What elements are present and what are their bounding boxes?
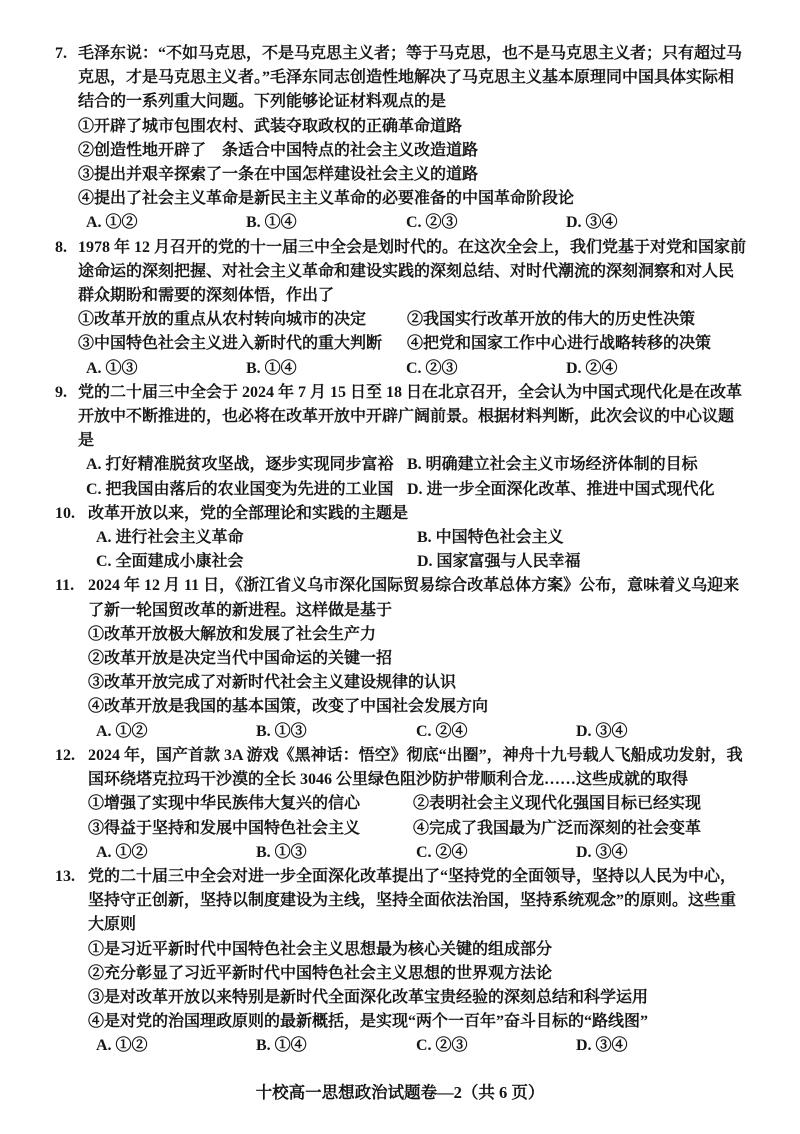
question-7-item-2: ②创造性地开辟了 条适合中国特点的社会主义改造道路	[78, 141, 479, 159]
question-9-option-a: A. 打好精准脱贫攻坚战，逐步实现同步富裕	[86, 456, 394, 474]
question-11-option-a: A. ①②	[96, 722, 148, 740]
question-10	[0, 502, 800, 575]
question-9-number: 9.	[55, 383, 67, 401]
question-13-option-a: A. ①②	[96, 1037, 148, 1055]
question-11-item-3: ③改革开放完成了对新时代社会主义建设规律的认识	[88, 674, 457, 692]
question-9-options-row-1	[78, 453, 748, 477]
question-7-item-3: ③提出并艰辛探索了一条在中国怎样建设社会主义的道路	[78, 166, 479, 184]
question-7-item-1: ①开辟了城市包围农村、武装夺取政权的正确革命道路	[78, 117, 463, 135]
question-9-options-row-2	[78, 478, 748, 502]
question-11-number: 11.	[55, 577, 75, 595]
question-7-item-4: ④提出了社会主义革命是新民主主义革命的必要准备的中国革命阶段论	[78, 190, 575, 208]
question-8-option-c: C. ②③	[406, 359, 458, 377]
question-9-option-b: B. 明确建立社会主义市场经济体制的目标	[407, 456, 698, 474]
question-12-options	[88, 841, 748, 865]
question-11-item-4: ④改革开放是我国的基本国策，改变了中国社会发展方向	[88, 698, 489, 716]
question-8-option-b: B. ①④	[246, 359, 297, 377]
question-11-option-c: C. ②④	[416, 722, 468, 740]
question-13-item-2: ②充分彰显了习近平新时代中国特色社会主义思想的世界观方法论	[88, 964, 553, 982]
question-8-item-4: ④把党和国家工作中心进行战略转移的决策	[407, 335, 712, 353]
question-8	[0, 236, 800, 381]
question-12-items-row-2	[88, 817, 748, 841]
question-11-item-1: ①改革开放极大解放和发展了社会生产力	[88, 625, 377, 643]
question-11-option-b: B. ①③	[256, 722, 307, 740]
question-13-number: 13.	[55, 867, 75, 885]
question-9-option-d: D. 进一步全面深化改革、推进中国式现代化	[407, 480, 715, 498]
question-7-option-a: A. ①②	[86, 214, 138, 232]
question-9	[0, 381, 800, 502]
question-10-option-a: A. 进行社会主义革命	[96, 529, 244, 547]
question-12	[0, 744, 800, 865]
question-8-number: 8.	[55, 238, 67, 256]
question-12-item-3: ③得益于坚持和发展中国特色社会主义	[88, 819, 361, 837]
question-7-option-d: D. ③④	[566, 214, 618, 232]
question-13-stem: 党的二十届三中全会对进一步全面深化改革提出了“坚持党的全面领导，坚持以人民为中心，坚持守正创新，坚持以制度建设为主线，坚持全面依法治国，坚持系统观念”的原则。这些重大原则	[88, 867, 737, 934]
question-8-items-row-1	[78, 308, 748, 332]
question-12-option-b: B. ①③	[256, 843, 307, 861]
question-13-item-4: ④是对党的治国理政原则的最新概括，是实现“两个一百年”奋斗目标的“路线图”	[88, 1013, 649, 1031]
page-footer: 十校高一思想政治试题卷—2（共 6 页）	[255, 1082, 545, 1102]
question-8-option-a: A. ①③	[86, 359, 138, 377]
question-10-options-row-2	[88, 550, 748, 574]
question-8-stem: 1978 年 12 月召开的党的十一届三中全会是划时代的。在这次全会上，我们党基于对党和国家前途命运的深刻把握、对社会主义革命和建设实践的深刻总结、对时代潮流的深刻洞察和对人民群众期盼和需要的深刻体悟，作出了	[78, 238, 747, 305]
question-7-option-b: B. ①④	[246, 214, 297, 232]
question-12-item-4: ④完成了我国最为广泛而深刻的社会变革	[413, 819, 702, 837]
question-8-item-2: ②我国实行改革开放的伟大的历史性决策	[407, 311, 696, 329]
question-7-number: 7.	[55, 45, 67, 62]
question-12-option-c: C. ②④	[416, 843, 468, 861]
question-10-options-row-1	[88, 526, 748, 550]
question-7-option-c: C. ②③	[406, 214, 458, 232]
question-12-stem: 2024 年，国产首款 3A 游戏《黑神话：悟空》彻底“出圈”，神舟十九号载人飞船成功发射，我国环绕塔克拉玛干沙漠的全长 3046 公里绿色阻沙防护带顺利合龙……这些成就的取得	[88, 746, 743, 789]
question-9-option-c: C. 把我国由落后的农业国变为先进的工业国	[86, 480, 394, 498]
question-13-option-d: D. ③④	[576, 1037, 628, 1055]
question-11-option-d: D. ③④	[576, 722, 628, 740]
question-11-stem: 2024 年 12 月 11 日，《浙江省义乌市深化国际贸易综合改革总体方案》公布，意味着义乌迎来了新一轮国贸改革的新进程。这样做是基于	[88, 577, 740, 619]
question-11-item-2: ②改革开放是决定当代中国命运的关键一招	[88, 650, 393, 668]
question-12-items-row-1	[88, 792, 748, 816]
question-8-item-1: ①改革开放的重点从农村转向城市的决定	[78, 311, 367, 329]
question-13	[0, 865, 800, 1059]
question-13-options	[88, 1034, 748, 1058]
question-13-option-b: B. ①④	[256, 1037, 307, 1055]
question-13-option-c: C. ②③	[416, 1037, 468, 1055]
question-10-option-b: B. 中国特色社会主义	[417, 529, 564, 547]
question-13-item-1: ①是习近平新时代中国特色社会主义思想最为核心关键的组成部分	[88, 940, 553, 958]
question-8-item-3: ③中国特色社会主义进入新时代的重大判断	[78, 335, 383, 353]
question-13-item-3: ③是对改革开放以来特别是新时代全面深化改革宝贵经验的深刻总结和科学运用	[88, 988, 649, 1006]
question-10-option-c: C. 全面建成小康社会	[96, 553, 244, 571]
question-7-stem: 毛泽东说：“不如马克思，不是马克思主义者；等于马克思，也不是马克思主义者；只有超过马克思，才是马克思主义者。”毛泽东同志创造性地解决了马克思主义基本原理同中国具体实际相结合的一系列重大问题。下列能够论证材料观点的是	[78, 45, 743, 111]
question-12-option-a: A. ①②	[96, 843, 148, 861]
question-11	[0, 574, 800, 743]
question-7-options	[78, 211, 748, 235]
question-12-item-1: ①增强了实现中华民族伟大复兴的信心	[88, 795, 361, 813]
question-9-stem: 党的二十届三中全会于 2024 年 7 月 15 日至 18 日在北京召开，全会认为中国式现代化是在改革开放中不断推进的，也必将在改革开放中开辟广阔前景。根据材料判断，此次会议的中心议题是	[78, 383, 743, 450]
question-7	[0, 42, 800, 236]
question-8-options	[78, 357, 748, 381]
question-10-option-d: D. 国家富强与人民幸福	[417, 553, 581, 571]
question-10-stem: 改革开放以来，党的全部理论和实践的主题是	[88, 504, 409, 522]
question-10-number: 10.	[55, 504, 75, 522]
question-12-number: 12.	[55, 746, 75, 764]
question-8-option-d: D. ②④	[566, 359, 618, 377]
question-11-options	[88, 720, 748, 744]
question-12-option-d: D. ③④	[576, 843, 628, 861]
question-12-item-2: ②表明社会主义现代化强国目标已经实现	[413, 795, 702, 813]
question-8-items-row-2	[78, 332, 748, 356]
